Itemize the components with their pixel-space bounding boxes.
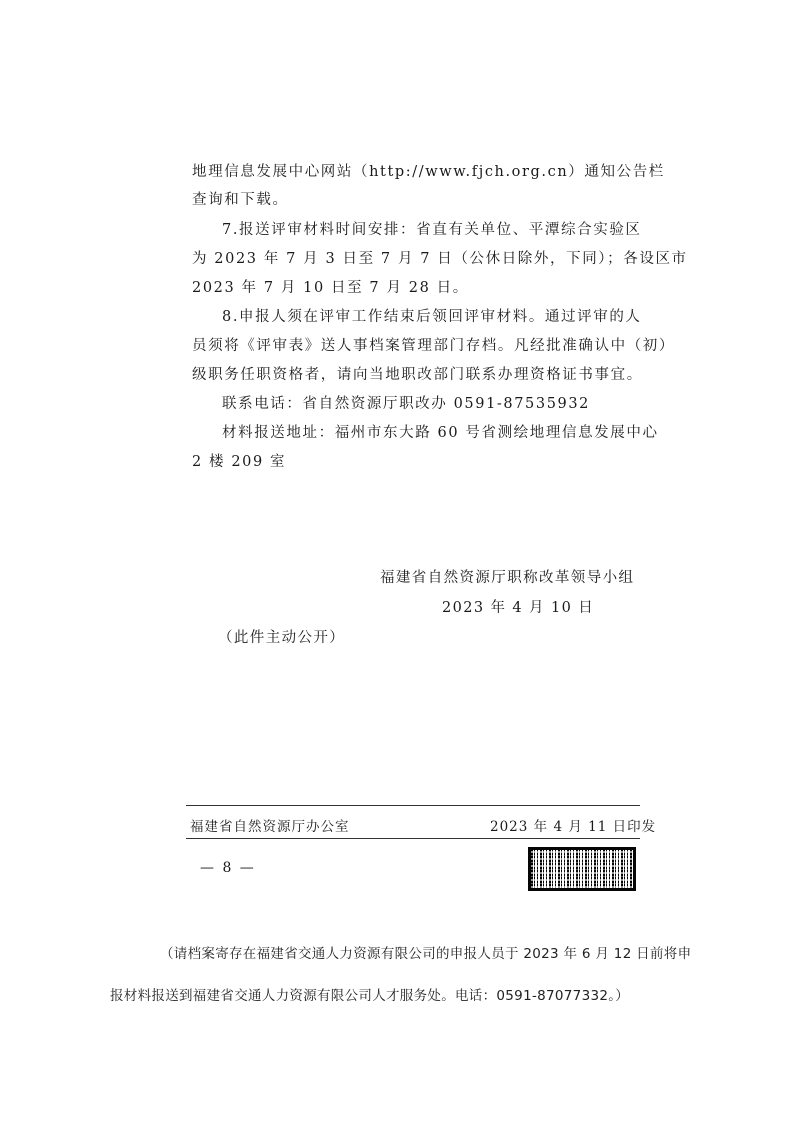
body-line-3: 7.报送评审材料时间安排：省直有关单位、平潭综合实验区: [222, 222, 642, 238]
address-line: 材料报送地址：福州市东大路 60 号省测绘地理信息发展中心: [222, 425, 659, 441]
appended-note-line-1: （请档案寄存在福建省交通人力资源有限公司的申报人员于 2023 年 6 月 12 日前将申: [160, 946, 692, 962]
body-line-2: 查询和下载。: [192, 192, 289, 208]
appended-note-line-2: 报材料报送到福建省交通人力资源有限公司人才服务处。电话：0591-87077332。）: [110, 988, 630, 1004]
barcode-image: [528, 847, 636, 891]
contact-phone-line: 联系电话：省自然资源厅职改办 0591-87535932: [222, 396, 591, 412]
footer-bottom-rule: [186, 838, 640, 839]
body-line-7: 员须将《评审表》送人事档案管理部门存档。凡经批准确认中（初）: [192, 338, 675, 354]
signature-org: 福建省自然资源厅职称改革领导小组: [380, 570, 635, 586]
body-line-4: 为 2023 年 7 月 3 日至 7 月 7 日（公休日除外，下同）；各设区市: [192, 251, 688, 267]
footer-top-rule: [186, 805, 640, 806]
signature-date: 2023 年 4 月 10 日: [442, 600, 595, 616]
page-number: — 8 —: [200, 860, 256, 876]
disclosure-note: （此件主动公开）: [218, 630, 346, 646]
body-line-6: 8.申报人须在评审工作结束后领回评审材料。通过评审的人: [222, 309, 642, 325]
body-line-1: 地理信息发展中心网站（http://www.fjch.org.cn）通知公告栏: [192, 164, 665, 180]
body-line-5: 2023 年 7 月 10 日至 7 月 28 日。: [192, 280, 469, 296]
footer-office: 福建省自然资源厅办公室: [190, 819, 350, 835]
address-line-2: 2 楼 209 室: [192, 454, 287, 470]
body-line-8: 级职务任职资格者，请向当地职改部门联系办理资格证书事宜。: [192, 367, 643, 383]
footer-print-date: 2023 年 4 月 11 日印发: [490, 819, 657, 835]
